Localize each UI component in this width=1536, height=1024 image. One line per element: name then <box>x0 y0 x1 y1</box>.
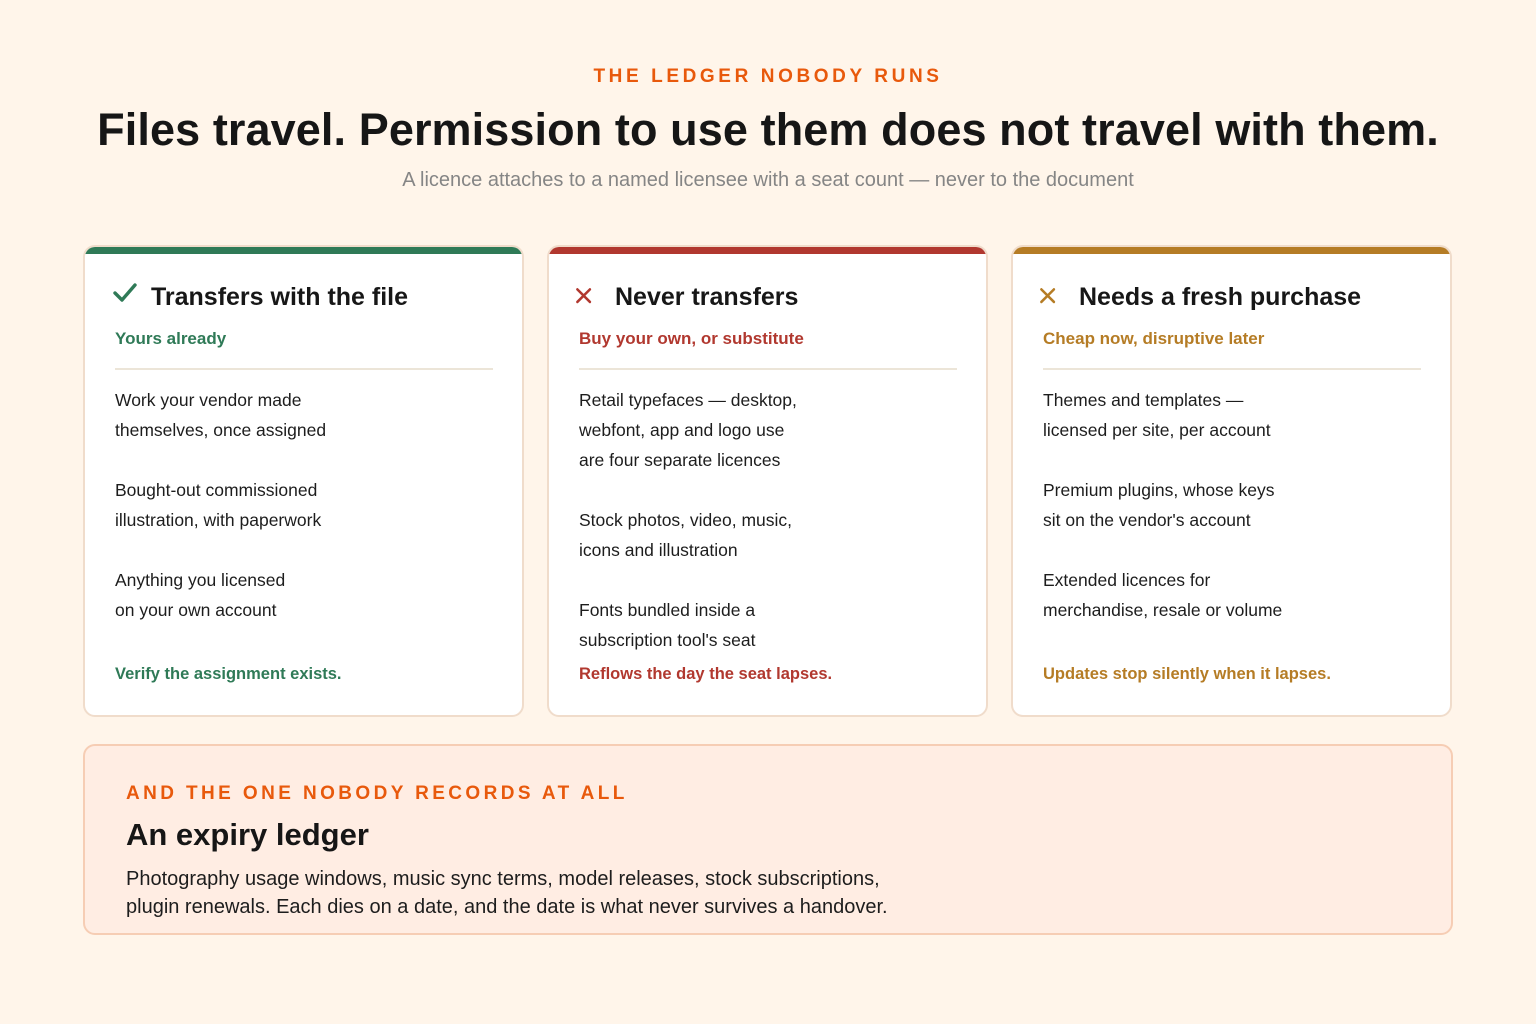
card-transfers-with-file <box>83 245 524 717</box>
card-item-line: subscription tool's seat <box>579 630 756 650</box>
card-item <box>115 475 415 535</box>
card-item <box>579 595 879 655</box>
card-item-line: Work your vendor made <box>115 390 302 410</box>
card-title: Never transfers <box>615 283 799 311</box>
panel-body-line: plugin renewals. Each dies on a date, and the date is what never survives a handover. <box>126 896 888 918</box>
card-item-line: are four separate licences <box>579 450 781 470</box>
card-item <box>579 505 879 565</box>
panel-body-line: Photography usage windows, music sync terms, model releases, stock subscriptions, <box>126 868 880 890</box>
card-item <box>579 385 879 475</box>
card-divider <box>1043 368 1421 370</box>
card-accent-bar <box>1013 247 1450 254</box>
card-divider <box>579 368 957 370</box>
check-icon <box>111 279 139 307</box>
card-item-line: Premium plugins, whose keys <box>1043 480 1275 500</box>
card-item-line: Themes and templates — <box>1043 390 1244 410</box>
panel-eyebrow: AND THE ONE NOBODY RECORDS AT ALL <box>126 783 628 804</box>
card-item <box>115 385 415 445</box>
card-item-line: Stock photos, video, music, <box>579 510 793 530</box>
card-item-line: Bought-out commissioned <box>115 480 318 500</box>
card-item-line: merchandise, resale or volume <box>1043 600 1283 620</box>
card-title: Needs a fresh purchase <box>1079 283 1362 311</box>
card-item-line: Extended licences for <box>1043 570 1211 590</box>
cross-icon <box>1039 287 1061 309</box>
card-footer: Verify the assignment exists. <box>115 665 342 683</box>
card-item <box>1043 565 1343 625</box>
card-tag: Yours already <box>115 329 227 348</box>
card-item-line: licensed per site, per account <box>1043 420 1271 440</box>
page-eyebrow: THE LEDGER NOBODY RUNS <box>593 66 943 87</box>
card-item <box>1043 385 1343 445</box>
card-item-line: webfont, app and logo use <box>579 420 785 440</box>
card-item-line: themselves, once assigned <box>115 420 327 440</box>
card-tag: Cheap now, disruptive later <box>1043 329 1265 348</box>
card-tag: Buy your own, or substitute <box>579 329 804 348</box>
card-item-line: Anything you licensed <box>115 570 286 590</box>
card-divider <box>115 368 493 370</box>
page-title: Files travel. Permission to use them does not travel with them. <box>97 104 1439 155</box>
card-accent-bar <box>85 247 522 254</box>
card-item-line: icons and illustration <box>579 540 738 560</box>
card-item-line: Retail typefaces — desktop, <box>579 390 797 410</box>
panel-body <box>126 865 926 921</box>
card-accent-bar <box>549 247 986 254</box>
card-item-line: illustration, with paperwork <box>115 510 322 530</box>
card-title: Transfers with the file <box>151 283 409 311</box>
panel-title: An expiry ledger <box>126 817 369 852</box>
card-item-line: sit on the vendor's account <box>1043 510 1251 530</box>
card-footer: Updates stop silently when it lapses. <box>1043 665 1331 683</box>
card-footer: Reflows the day the seat lapses. <box>579 665 833 683</box>
card-item <box>1043 475 1343 535</box>
expiry-ledger-panel <box>83 744 1453 935</box>
card-item-line: Fonts bundled inside a <box>579 600 756 620</box>
card-never-transfers <box>547 245 988 717</box>
card-fresh-purchase <box>1011 245 1452 717</box>
cross-icon <box>575 287 597 309</box>
card-item <box>115 565 415 625</box>
card-item-line: on your own account <box>115 600 277 620</box>
page-subtitle: A licence attaches to a named licensee with a seat count — never to the document <box>402 169 1134 191</box>
